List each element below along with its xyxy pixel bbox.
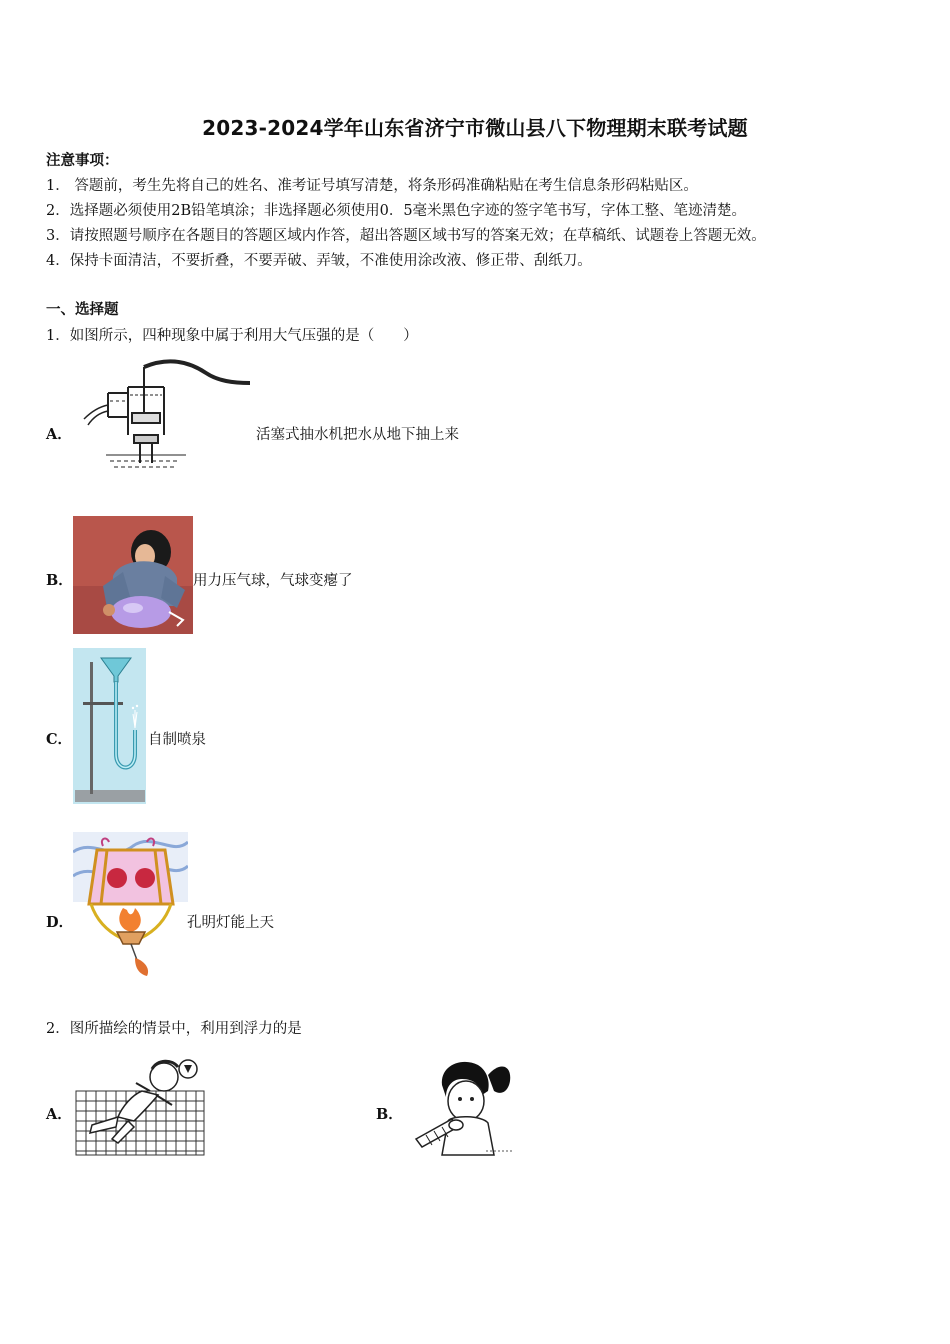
girl-drinking-image xyxy=(412,1055,518,1157)
q1-option-c-label: C． xyxy=(46,731,73,748)
fountain-apparatus-image xyxy=(73,648,146,804)
notice-item-2: 2．选择题必须使用2B铅笔填涂；非选择题必须使用0．5毫米黑色字迹的签字笔书写，字体工整、笔迹清楚。 xyxy=(46,203,747,219)
q1-option-d-text: 孔明灯能上天 xyxy=(187,915,274,931)
q2-option-a-label: A． xyxy=(46,1106,72,1123)
notice-heading: 注意事项： xyxy=(46,152,119,169)
q1-option-b-text: 用力压气球，气球变瘪了 xyxy=(193,573,353,589)
q2-option-b-label: B． xyxy=(376,1106,403,1123)
piston-pump-image xyxy=(78,355,253,475)
q1-option-d-label: D． xyxy=(46,914,74,931)
question-2-stem: 2．图所描绘的情景中，利用到浮力的是 xyxy=(46,1021,302,1037)
q1-option-a-text: 活塞式抽水机把水从地下抽上来 xyxy=(256,427,459,443)
q1-option-c-text: 自制喷泉 xyxy=(148,732,206,748)
q1-option-b-label: B． xyxy=(46,572,73,589)
notice-item-4: 4．保持卡面清洁，不要折叠，不要弄破、弄皱，不准使用涂改液、修正带、刮纸刀。 xyxy=(46,253,592,269)
kongming-lantern-image xyxy=(73,832,188,980)
boy-climbing-net-image xyxy=(72,1055,208,1157)
section-heading: 一、选择题 xyxy=(46,301,119,318)
notice-item-1: 1． 答题前，考生先将自己的姓名、准考证号填写清楚，将条形码准确粘贴在考生信息条形码粘贴区。 xyxy=(46,178,698,194)
balloon-photo-image xyxy=(73,516,193,634)
page-title: 2023-2024学年山东省济宁市微山县八下物理期末联考试题 xyxy=(202,116,748,140)
q1-option-a-label: A． xyxy=(46,426,72,443)
question-1-stem: 1．如图所示，四种现象中属于利用大气压强的是（ ） xyxy=(46,328,418,344)
notice-item-3: 3．请按照题号顺序在各题目的答题区域内作答，超出答题区域书写的答案无效；在草稿纸、试题卷上答题无效。 xyxy=(46,228,766,244)
